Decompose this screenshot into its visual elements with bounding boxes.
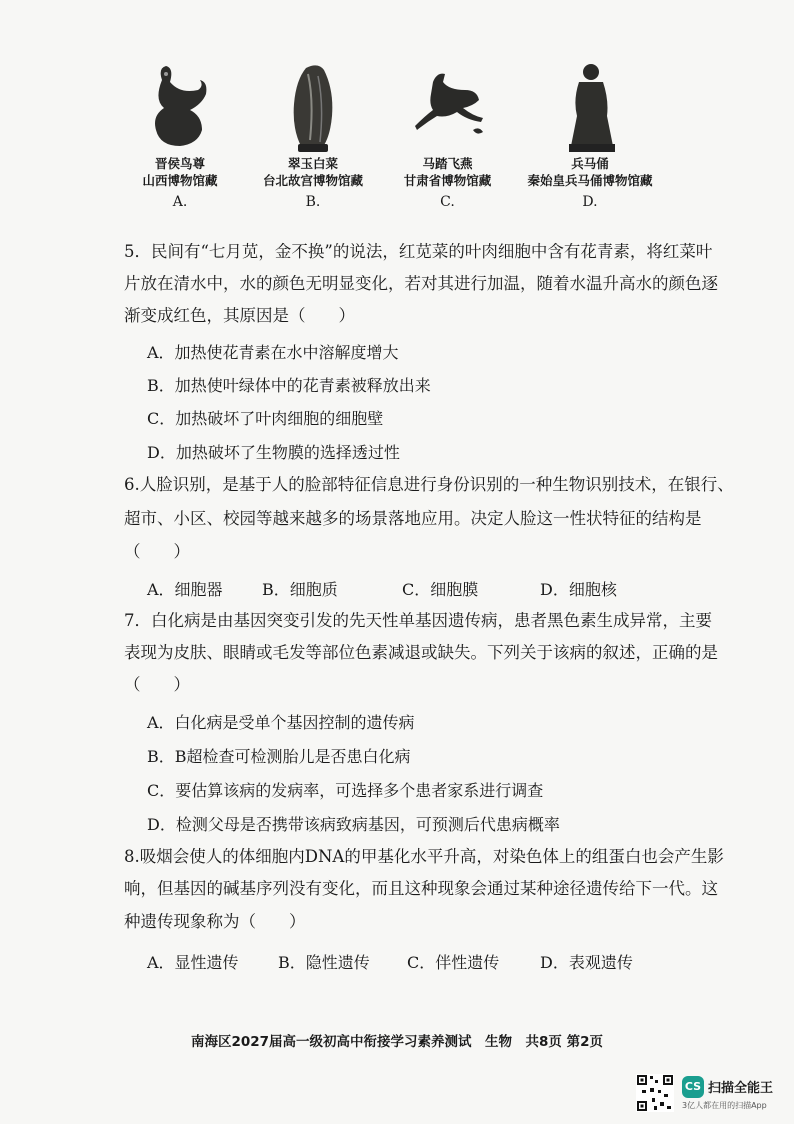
question-6-option-d: D．细胞核 [540,580,617,599]
question-5-line-1: 5．民间有“七月苋，金不换”的说法，红苋菜的叶肉细胞中含有花青素，将红菜叶 [124,242,713,261]
artifact-d-name: 兵马俑 [571,156,609,171]
artifact-a-name: 晋侯鸟尊 [154,156,205,171]
question-7-option-c: C．要估算该病的发病率，可选择多个患者家系进行调查 [147,781,544,800]
question-8-option-a: A．显性遗传 [147,953,239,972]
artifact-b-name: 翠玉白菜 [287,156,338,171]
artifact-images-row [0,60,794,230]
question-8-line-2: 响，但基因的碱基序列没有变化，而且这种现象会通过某种途径遗传给下一代。这 [124,879,718,898]
question-7-option-a: A．白化病是受单个基因控制的遗传病 [147,713,415,732]
artifact-d-museum: 秦始皇兵马俑博物馆藏 [527,173,653,188]
question-7-line-3: （ ） [124,675,190,694]
question-6-option-c: C．细胞膜 [402,580,479,599]
question-6-line-1: 6.人脸识别，是基于人的脸部特征信息进行身份识别的一种生物识别技术，在银行、 [124,475,734,494]
qr-code-icon [636,1074,674,1112]
question-5-option-a: A．加热使花青素在水中溶解度增大 [147,343,399,362]
question-8-option-d: D．表观遗传 [540,953,633,972]
scanner-app-tagline: 3亿人都在用的扫描App [682,1101,767,1110]
camscanner-logo-icon: CS [682,1076,704,1098]
option-a-label: A. [172,194,188,210]
flying-horse-image [403,60,493,155]
artifact-a [120,60,240,210]
question-6-option-b: B．细胞质 [262,580,338,599]
artifact-c-museum: 甘肃省博物馆藏 [403,173,492,188]
question-5-option-b: B．加热使叶绿体中的花青素被释放出来 [147,376,431,395]
option-d-label: D. [582,194,598,210]
question-5-option-d: D．加热破坏了生物膜的选择透过性 [147,443,400,462]
question-5-line-2: 片放在清水中，水的颜色无明显变化，若对其进行加温，随着水温升高水的颜色逐 [124,274,718,293]
option-b-label: B. [305,194,321,210]
artifact-b-museum: 台北故宫博物馆藏 [262,173,363,188]
question-7-option-b: B．B超检查可检测胎儿是否患白化病 [147,747,411,766]
question-8-line-1: 8.吸烟会使人的体细胞内DNA的甲基化水平升高，对染色体上的组蛋白也会产生影 [124,847,724,866]
question-5-option-c: C．加热破坏了叶肉细胞的细胞壁 [147,409,384,428]
question-6-option-a: A．细胞器 [147,580,223,599]
terracotta-warrior-image [555,60,625,155]
jade-cabbage-image [278,60,348,155]
question-5-line-3: 渐变成红色，其原因是（ ） [124,306,355,325]
scanner-watermark [636,1070,786,1116]
artifact-a-museum: 山西博物馆藏 [142,173,218,188]
scanner-app-name: 扫描全能王 [708,1081,774,1096]
question-8-option-b: B．隐性遗传 [278,953,370,972]
artifact-b [248,60,378,210]
question-7-line-1: 7．白化病是由基因突变引发的先天性单基因遗传病，患者黑色素生成异常，主要 [124,611,712,630]
question-7-line-2: 表现为皮肤、眼睛或毛发等部位色素减退或缺失。下列关于该病的叙述，正确的是 [124,643,718,662]
bird-vessel-image [140,60,220,155]
artifact-c [390,60,505,210]
artifact-d [520,60,660,210]
page-footer: 南海区2027届高一级初高中衔接学习素养测试 生物 共8页 第2页 [190,1034,604,1050]
question-6-line-3: （ ） [124,542,190,561]
option-c-label: C. [440,194,455,210]
question-8-option-c: C．伴性遗传 [407,953,500,972]
question-7-option-d: D．检测父母是否携带该病致病基因，可预测后代患病概率 [147,815,560,834]
question-8-line-3: 种遗传现象称为（ ） [124,912,306,931]
artifact-c-name: 马踏飞燕 [422,156,473,171]
question-6-line-2: 超市、小区、校园等越来越多的场景落地应用。决定人脸这一性状特征的结构是 [124,509,702,528]
